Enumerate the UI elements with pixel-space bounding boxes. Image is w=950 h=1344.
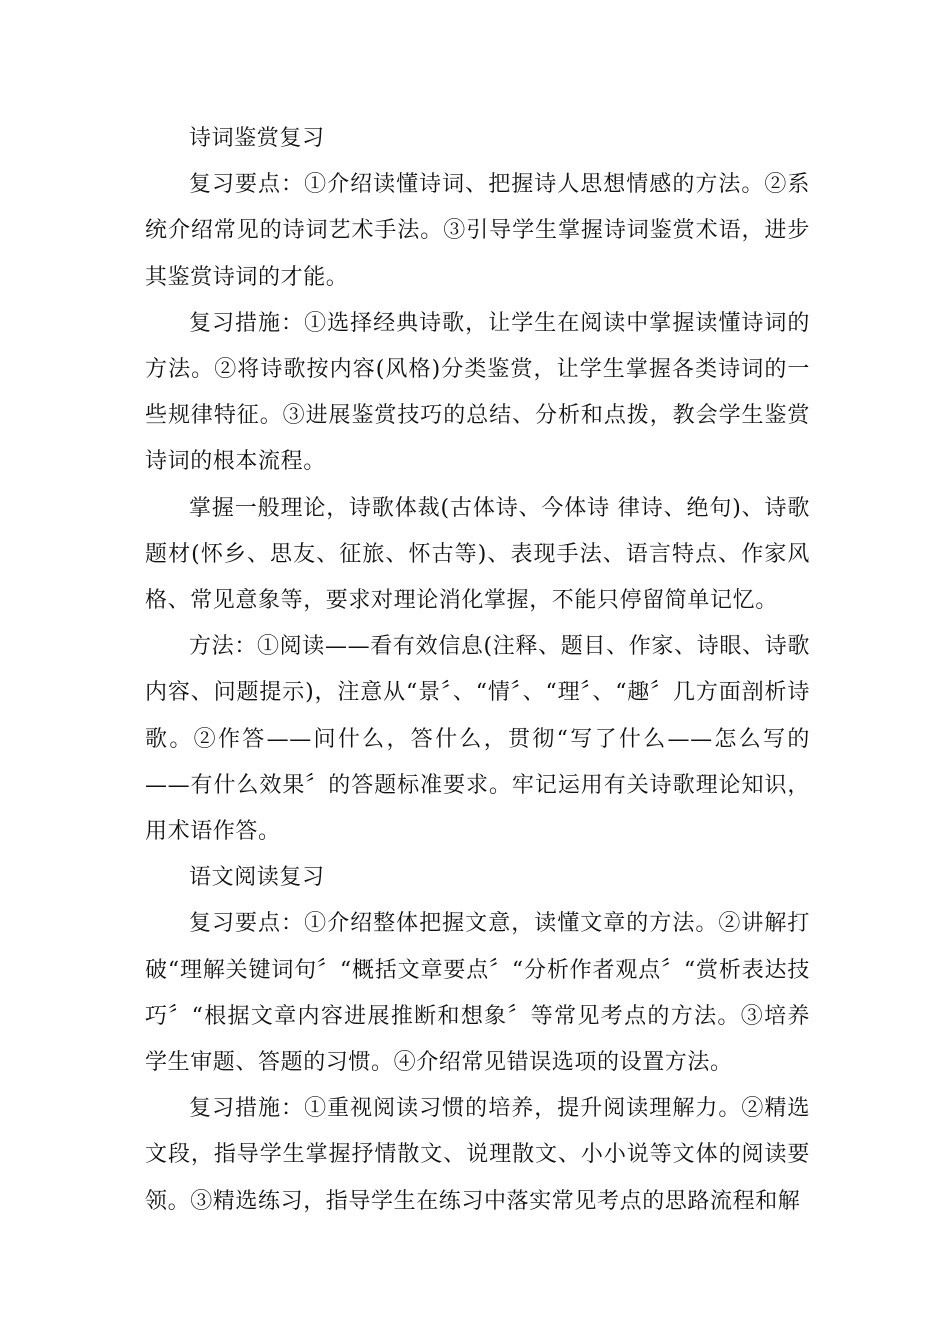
- paragraph-poetry-measures: 复习措施：①选择经典诗歌，让学生在阅读中掌握读懂诗词的方法。②将诗歌按内容(风格)分类鉴赏，让学生掌握各类诗词的一些规律特征。③进展鉴赏技巧的总结、分析和点拨，教会学生鉴赏诗词的根本流程。: [145, 310, 810, 475]
- paragraph-poetry-theory: 掌握一般理论，诗歌体裁(古体诗、今体诗 律诗、绝句)、诗歌题材(怀乡、思友、征旅、怀古等)、表现手法、语言特点、作家风格、常见意象等，要求对理论消化掌握，不能只停留简单记忆。: [145, 495, 810, 614]
- section-title-reading: 语文阅读复习: [189, 865, 325, 891]
- paragraph-reading-key-points: 复习要点：①介绍整体把握文意，读懂文章的方法。②讲解打破“理解关键词句〞“概括文章要点〞“分析作者观点〞“赏析表达技巧〞“根据文章内容进展推断和想象〞等常见考点的方法。③培养学生审题、答题的习惯。④介绍常见错误选项的设置方法。: [145, 911, 810, 1076]
- document-body: [145, 116, 810, 1225]
- section-title-poetry: 诗词鉴赏复习: [189, 126, 325, 151]
- paragraph-reading-measures: 复习措施：①重视阅读习惯的培养，提升阅读理解力。②精选文段，指导学生掌握抒情散文、说理散文、小小说等文体的阅读要领。③精选练习，指导学生在练习中落实常见考点的思路流程和解: [145, 1096, 810, 1214]
- paragraph-poetry-key-points: 复习要点：①介绍读懂诗词、把握诗人思想情感的方法。②系统介绍常见的诗词艺术手法。③引导学生掌握诗词鉴赏术语，进步其鉴赏诗词的才能。: [145, 172, 810, 290]
- paragraph-poetry-method: 方法：①阅读——看有效信息(注释、题目、作家、诗眼、诗歌内容、问题提示)，注意从“景〞、“情〞、“理〞、“趣〞几方面剖析诗歌。②作答——问什么，答什么，贯彻“写了什么——怎么写的——有什么效果〞的答题标准要求。牢记运用有关诗歌理论知识，用术语作答。: [145, 634, 810, 845]
